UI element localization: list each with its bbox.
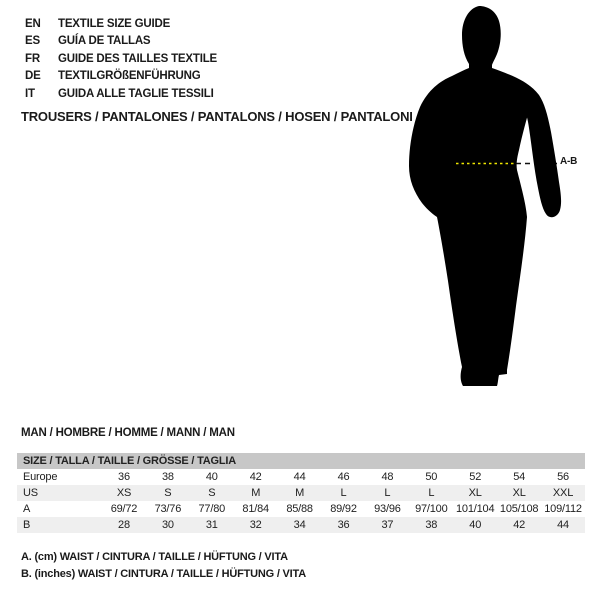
table-row-a-cm	[17, 501, 585, 517]
category-heading: TROUSERS / PANTALONES / PANTALONS / HOSEN / PANTALONI	[21, 109, 413, 124]
language-row	[25, 68, 217, 86]
cell: 52	[469, 471, 482, 483]
cell: S	[146, 485, 190, 501]
cell: 38	[161, 471, 174, 483]
cell: 31	[190, 517, 234, 533]
cell: 40	[453, 517, 497, 533]
cell: XL	[453, 485, 497, 501]
man-silhouette	[400, 0, 600, 400]
measure-label-ab: A-B	[560, 156, 578, 167]
cell: 32	[234, 517, 278, 533]
measurement-notes	[21, 551, 306, 585]
row-label: A	[23, 503, 31, 515]
cell: 28	[102, 517, 146, 533]
cell: 50	[425, 471, 438, 483]
cell: 81/84	[242, 503, 269, 515]
cell: 56	[557, 471, 569, 483]
cell: XXL	[541, 485, 585, 501]
language-row	[25, 85, 217, 103]
language-title: GUIDA ALLE TAGLIE TESSILI	[58, 87, 214, 100]
language-title: GUÍA DE TALLAS	[58, 35, 151, 48]
cell: XS	[102, 485, 146, 501]
language-row	[25, 15, 217, 33]
cell: S	[190, 485, 234, 501]
row-label: US	[17, 485, 102, 501]
language-title-list	[25, 15, 217, 103]
cell: 109/112	[544, 503, 582, 515]
cell: 101/104	[456, 503, 495, 515]
size-table	[17, 453, 585, 533]
size-table-header-row	[17, 453, 585, 469]
cell: 37	[365, 517, 409, 533]
row-label: Europe	[23, 471, 58, 483]
language-title: TEXTILGRÖßENFÜHRUNG	[58, 70, 201, 83]
language-code: ES	[25, 35, 40, 48]
cell: 40	[205, 471, 218, 483]
man-silhouette-figure	[400, 0, 600, 400]
cell: 42	[249, 471, 262, 483]
cell: M	[234, 485, 278, 501]
table-row-us	[17, 485, 585, 501]
cell: 93/96	[374, 503, 401, 515]
cell: 36	[322, 517, 366, 533]
cell: 77/80	[198, 503, 226, 515]
cell: L	[322, 485, 366, 501]
cell: 30	[146, 517, 190, 533]
language-code: EN	[25, 17, 41, 30]
cell: L	[409, 485, 453, 501]
cell: 46	[337, 471, 350, 483]
language-row	[25, 50, 217, 68]
cell: 105/108	[499, 503, 539, 515]
cell: 34	[278, 517, 322, 533]
row-label: B	[17, 517, 102, 533]
size-table-title: SIZE / TALLA / TAILLE / GRÖSSE / TAGLIA	[17, 453, 585, 469]
cell: XL	[497, 485, 541, 501]
language-code: DE	[25, 70, 41, 83]
cell: 44	[541, 517, 585, 533]
language-code: FR	[25, 52, 40, 65]
cell: 38	[409, 517, 453, 533]
cell: 44	[293, 471, 306, 483]
cell: L	[365, 485, 409, 501]
cell: 69/72	[110, 503, 138, 515]
language-title: GUIDE DES TAILLES TEXTILE	[58, 52, 217, 65]
cell: 54	[513, 471, 526, 483]
cell: 89/92	[330, 503, 357, 515]
cell: M	[278, 485, 322, 501]
language-row	[25, 33, 217, 51]
cell: 36	[118, 471, 130, 483]
silhouette-body	[409, 6, 535, 386]
note-a-cm: A. (cm) WAIST / CINTURA / TAILLE / HÜFTUNG / VITA	[21, 551, 288, 563]
language-code: IT	[25, 87, 35, 100]
cell: 85/88	[286, 503, 313, 515]
cell: 73/76	[154, 503, 182, 515]
language-title: TEXTILE SIZE GUIDE	[58, 17, 171, 30]
cell: 42	[497, 517, 541, 533]
table-row-europe	[17, 469, 585, 485]
cell: 97/100	[415, 503, 448, 515]
table-row-b-inches	[17, 517, 585, 533]
note-b-inches: B. (inches) WAIST / CINTURA / TAILLE / HÜFTUNG / VITA	[21, 568, 306, 580]
cell: 48	[381, 471, 394, 483]
section-heading-man: MAN / HOMBRE / HOMME / MANN / MAN	[21, 427, 235, 439]
